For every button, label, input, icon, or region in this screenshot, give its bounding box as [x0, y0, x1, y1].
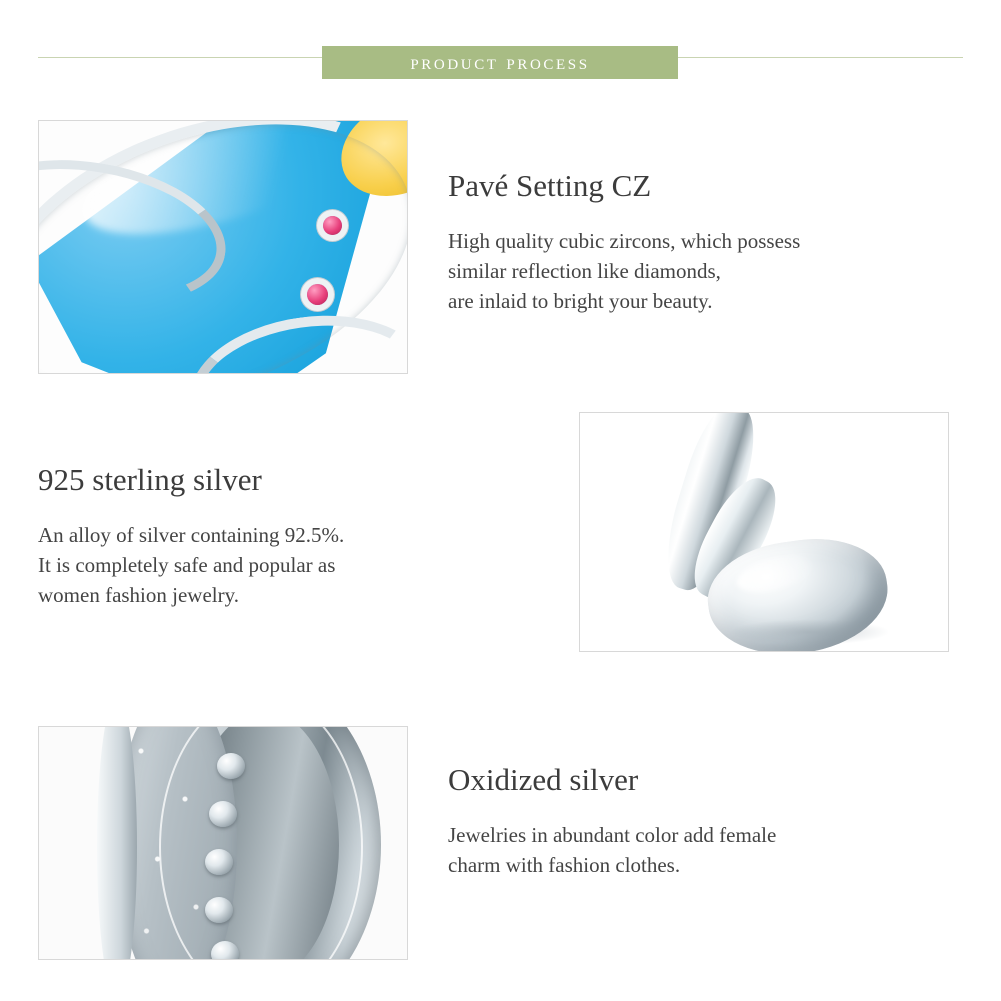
photo-illustration-beaded-ring: [39, 727, 407, 959]
photo-illustration-silver-stem: [580, 413, 948, 651]
section-body-oxidized-silver: [448, 820, 776, 880]
product-photo-oxidized-silver: [38, 726, 408, 960]
silver-bead-icon: [211, 941, 239, 960]
silver-bead-icon: [205, 849, 233, 875]
cz-stone-icon: [323, 216, 342, 235]
section-body-line: are inlaid to bright your beauty.: [448, 289, 713, 313]
photo-illustration-blue-charm: [39, 121, 407, 373]
banner-tab: [322, 46, 678, 79]
section-body-line: High quality cubic zircons, which possess: [448, 229, 801, 253]
section-title-oxidized-silver: Oxidized silver: [448, 762, 639, 797]
banner-tab-label: product process: [410, 50, 590, 74]
section-title-925-sterling-silver: 925 sterling silver: [38, 462, 262, 497]
product-process-banner: [0, 0, 1001, 96]
section-body-pave-setting-cz: [448, 226, 800, 316]
product-photo-925-sterling-silver: [579, 412, 949, 652]
section-body-line: It is completely safe and popular as: [38, 553, 336, 577]
product-photo-pave-setting-cz: [38, 120, 408, 374]
section-body-line: An alloy of silver containing 92.5%.: [38, 523, 345, 547]
silver-bead-icon: [217, 753, 245, 779]
section-body-line: women fashion jewelry.: [38, 583, 239, 607]
section-body-line: charm with fashion clothes.: [448, 853, 681, 877]
silver-bead-icon: [209, 801, 237, 827]
section-title-pave-setting-cz: Pavé Setting CZ: [448, 168, 652, 203]
section-body-925-sterling-silver: [38, 520, 344, 610]
section-body-line: Jewelries in abundant color add female: [448, 823, 777, 847]
silver-bead-icon: [205, 897, 233, 923]
cz-stone-icon: [307, 284, 328, 305]
section-body-line: similar reflection like diamonds,: [448, 259, 721, 283]
